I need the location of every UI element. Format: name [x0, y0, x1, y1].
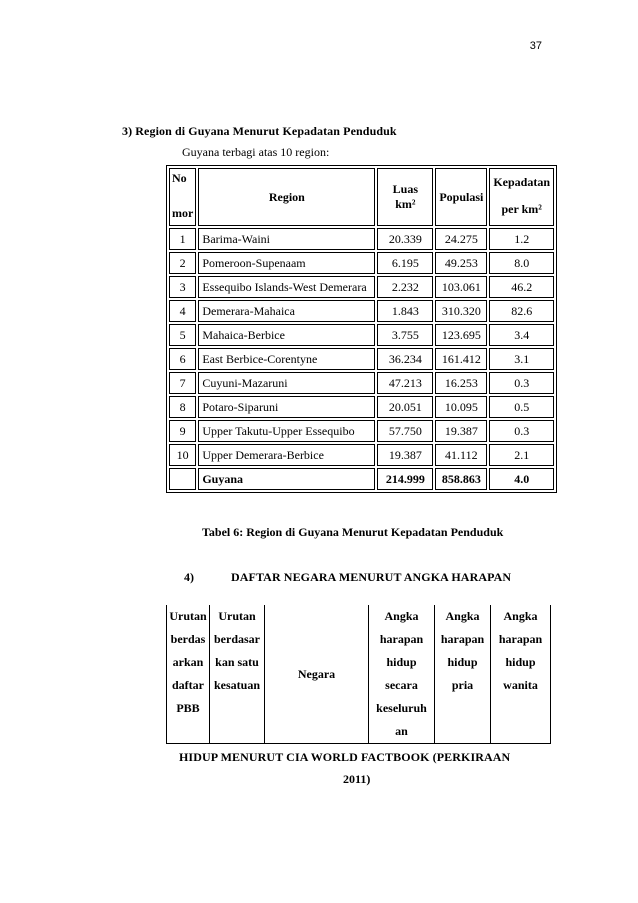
cell-no: 10 [169, 444, 196, 466]
table-row [169, 228, 554, 250]
table-header-row [169, 168, 554, 226]
continuation-line-1: HIDUP MENURUT CIA WORLD FACTBOOK (PERKIRAAN [179, 750, 511, 764]
table-row [169, 276, 554, 298]
cell-kepadatan: 0.5 [489, 396, 554, 418]
header-line: harapan [440, 632, 485, 646]
cell-region: East Berbice-Corentyne [198, 348, 375, 370]
cell-no: 9 [169, 420, 196, 442]
cell-region: Mahaica-Berbice [198, 324, 375, 346]
cell-region: Cuyuni-Mazaruni [198, 372, 375, 394]
header-populasi: Populasi [435, 168, 487, 226]
header-line: harapan [498, 632, 543, 646]
cell-region: Pomeroon-Supenaam [198, 252, 375, 274]
cell-populasi: 49.253 [435, 252, 487, 274]
table-row [169, 444, 554, 466]
cell-no: 3 [169, 276, 196, 298]
cell-region: Upper Demerara-Berbice [198, 444, 375, 466]
cell-populasi: 103.061 [435, 276, 487, 298]
header-kepadatan-bottom: per km² [501, 202, 542, 216]
header-line: daftar [172, 678, 204, 692]
cell-luas: 19.387 [377, 444, 433, 466]
header-angka-harapan-wanita [491, 605, 550, 743]
cell-no: 1 [169, 228, 196, 250]
header-line: an [395, 724, 408, 738]
header-line: keseluruh [376, 701, 427, 715]
cell-luas: 3.755 [377, 324, 433, 346]
table-row [169, 396, 554, 418]
header-urutan-kesatuan [210, 605, 265, 743]
header-line: Urutan [218, 609, 256, 623]
header-angka-harapan-pria [435, 605, 491, 743]
cell-no: 2 [169, 252, 196, 274]
cell-kepadatan: 46.2 [489, 276, 554, 298]
table-row [169, 420, 554, 442]
header-line: hidup wanita [503, 655, 538, 692]
header-line: kesatuan [213, 678, 260, 692]
header-line: Urutan [169, 609, 207, 623]
cell-luas: 1.843 [377, 300, 433, 322]
header-negara: Negara [265, 605, 369, 743]
table-caption: Tabel 6: Region di Guyana Menurut Kepadatan Penduduk [202, 525, 504, 539]
header-line: Angka [445, 609, 480, 623]
table-row [169, 324, 554, 346]
header-nomor-top: No [172, 171, 187, 185]
cell-region: Essequibo Islands-West Demerara [198, 276, 375, 298]
header-line: berdasar [214, 632, 260, 646]
cell-no: 8 [169, 396, 196, 418]
cell-luas: 57.750 [377, 420, 433, 442]
cell-populasi: 161.412 [435, 348, 487, 370]
table-row [169, 300, 554, 322]
table-total-row [169, 468, 554, 490]
cell-populasi: 24.275 [435, 228, 487, 250]
cell-kepadatan: 3.1 [489, 348, 554, 370]
cell-region: Barima-Waini [198, 228, 375, 250]
header-kepadatan-top: Kepadatan [493, 175, 551, 189]
header-urutan-pbb [167, 605, 210, 743]
header-angka-harapan-keseluruhan [369, 605, 435, 743]
cell-kepadatan: 2.1 [489, 444, 554, 466]
header-line: harapan [379, 632, 424, 646]
cell-no-empty [169, 468, 196, 490]
cell-kepadatan: 0.3 [489, 372, 554, 394]
cell-populasi: 310.320 [435, 300, 487, 322]
cell-no: 6 [169, 348, 196, 370]
cell-region: Upper Takutu-Upper Essequibo [198, 420, 375, 442]
cell-luas: 20.339 [377, 228, 433, 250]
header-line: Angka [384, 609, 419, 623]
cell-kepadatan: 82.6 [489, 300, 554, 322]
subsection-number: 4) [184, 570, 194, 584]
header-line: secara [385, 678, 418, 692]
table-row [169, 348, 554, 370]
subsection-title: DAFTAR NEGARA MENURUT ANGKA HARAPAN [231, 570, 512, 584]
header-line: kan satu [215, 655, 259, 669]
cell-kepadatan: 1.2 [489, 228, 554, 250]
cell-kepadatan: 8.0 [489, 252, 554, 274]
header-region: Region [198, 168, 375, 226]
total-region: Guyana [198, 468, 375, 490]
cell-kepadatan: 3.4 [489, 324, 554, 346]
cell-populasi: 41.112 [435, 444, 487, 466]
cell-populasi: 123.695 [435, 324, 487, 346]
continuation-line-2: 2011) [343, 772, 371, 786]
header-line: pria [451, 678, 474, 692]
cell-populasi: 16.253 [435, 372, 487, 394]
section-heading: 3) Region di Guyana Menurut Kepadatan Penduduk [122, 124, 397, 138]
header-line: arkan [172, 655, 204, 669]
table-row [169, 252, 554, 274]
cell-no: 7 [169, 372, 196, 394]
cell-no: 5 [169, 324, 196, 346]
region-density-table [166, 165, 557, 493]
cell-populasi: 10.095 [435, 396, 487, 418]
cell-luas: 2.232 [377, 276, 433, 298]
total-kepadatan: 4.0 [489, 468, 554, 490]
cell-region: Potaro-Siparuni [198, 396, 375, 418]
header-nomor [169, 168, 196, 226]
section-intro: Guyana terbagi atas 10 region: [182, 145, 330, 159]
header-line: Angka [503, 609, 538, 623]
cell-region: Demerara-Mahaica [198, 300, 375, 322]
header-kepadatan [489, 168, 554, 226]
cell-luas: 47.213 [377, 372, 433, 394]
header-line: hidup [386, 655, 417, 669]
header-line: berdas [170, 632, 206, 646]
cell-luas: 6.195 [377, 252, 433, 274]
header-line: PBB [176, 701, 200, 715]
page-number: 37 [529, 40, 542, 52]
cell-populasi: 19.387 [435, 420, 487, 442]
cell-no: 4 [169, 300, 196, 322]
cell-kepadatan: 0.3 [489, 420, 554, 442]
cell-luas: 36.234 [377, 348, 433, 370]
life-expectancy-table-header [166, 605, 551, 744]
header-nomor-bottom: mor [172, 206, 194, 220]
cell-luas: 20.051 [377, 396, 433, 418]
header-luas: Luas km² [377, 168, 433, 226]
header-line: hidup [447, 655, 478, 669]
total-luas: 214.999 [377, 468, 433, 490]
total-populasi: 858.863 [435, 468, 487, 490]
table-row [169, 372, 554, 394]
